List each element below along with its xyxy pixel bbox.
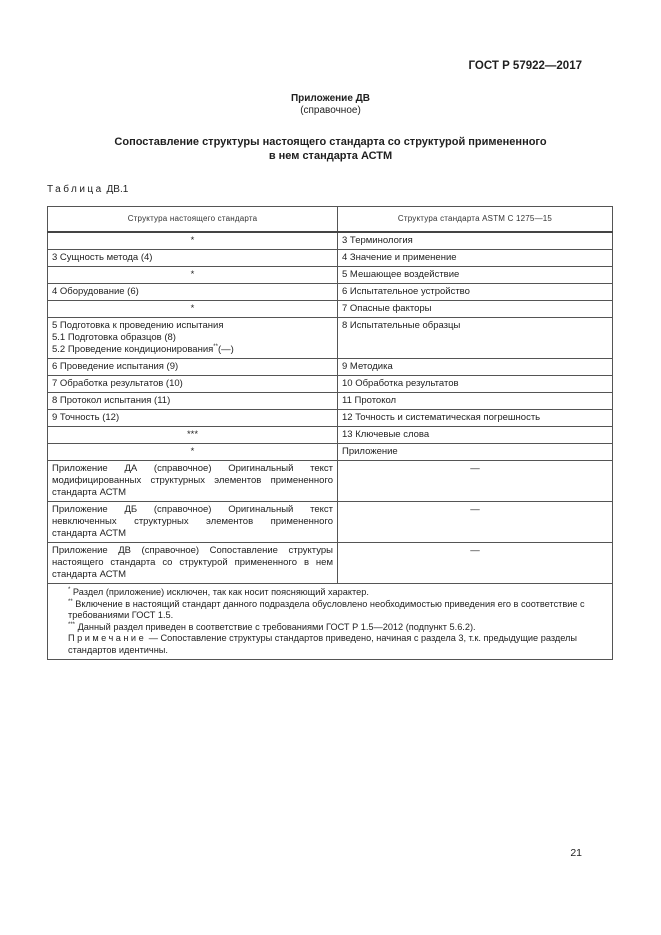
left-cell: * — [48, 267, 338, 284]
left-line-text: 5.2 Проведение кондиционирования — [52, 344, 214, 355]
col2-header: Структура стандарта ASTM C 1275—15 — [338, 207, 613, 233]
right-cell: — — [338, 543, 613, 584]
table-label — [47, 184, 128, 195]
right-cell: 12 Точность и систематическая погрешность — [338, 410, 613, 427]
left-cell: 4 Оборудование (6) — [48, 284, 338, 301]
table-row — [48, 461, 613, 502]
table-row — [48, 359, 613, 376]
right-cell: 4 Значение и применение — [338, 250, 613, 267]
footnote-text: Включение в настоящий стандарт данного подраздела обусловлено необходимостью приведения его в соответствие с требованиями ГОСТ 1.5. — [68, 598, 585, 620]
table-row — [48, 284, 613, 301]
annex-subtitle: (справочное) — [300, 105, 361, 116]
right-cell: 11 Протокол — [338, 393, 613, 410]
table-row — [48, 543, 613, 584]
left-cell: 3 Сущность метода (4) — [48, 250, 338, 267]
footnote-mark: *** — [68, 621, 76, 628]
footnote-1 — [52, 587, 608, 599]
left-line-tail: (—) — [217, 344, 234, 355]
table-label-word: Таблица — [47, 184, 104, 195]
right-cell: 10 Обработка результатов — [338, 376, 613, 393]
left-cell: 7 Обработка результатов (10) — [48, 376, 338, 393]
footnote-2 — [52, 599, 608, 622]
right-cell: Приложение — [338, 444, 613, 461]
table-note — [52, 633, 608, 656]
left-cell: Приложение ДВ (справочное) Сопоставление структуры настоящего стандарта со структурой примененного в нем стандарта АСТМ — [48, 543, 338, 584]
table-row — [48, 318, 613, 359]
note-text: — Сопоставление структуры стандартов приведено, начиная с раздела 3, т.к. предыдущие разделы стандартов идентичны. — [68, 633, 577, 655]
table-footnotes-row — [48, 584, 613, 660]
right-cell: 6 Испытательное устройство — [338, 284, 613, 301]
table-row — [48, 502, 613, 543]
annex-title: Приложение ДВ — [290, 93, 371, 104]
annex-heading — [0, 135, 661, 163]
footnote-text: Данный раздел приведен в соответствие с требованиями ГОСТ Р 1.5—2012 (подпункт 5.6.2). — [77, 621, 476, 632]
table-row — [48, 410, 613, 427]
table-row — [48, 232, 613, 250]
table-row — [48, 267, 613, 284]
left-line: 5.1 Подготовка образцов (8) — [52, 332, 176, 343]
left-cell: 9 Точность (12) — [48, 410, 338, 427]
left-line — [52, 344, 333, 356]
right-cell: 13 Ключевые слова — [338, 427, 613, 444]
left-cell: * — [48, 232, 338, 250]
left-cell: Приложение ДА (справочное) Оригинальный текст модифицированных структурных элементов примененного стандарта АСТМ — [48, 461, 338, 502]
table-row — [48, 301, 613, 318]
right-cell: — — [338, 502, 613, 543]
left-cell — [48, 318, 338, 359]
right-cell: 8 Испытательные образцы — [338, 318, 613, 359]
left-cell: *** — [48, 427, 338, 444]
right-cell: 3 Терминология — [338, 232, 613, 250]
table-row — [48, 427, 613, 444]
left-line: 5 Подготовка к проведению испытания — [52, 320, 224, 331]
footnotes-cell — [48, 584, 613, 660]
table-header-row — [48, 207, 613, 233]
footnote-mark: * — [68, 586, 71, 593]
page-number: 21 — [570, 847, 582, 859]
table-label-number: ДВ.1 — [106, 184, 129, 195]
table-row — [48, 376, 613, 393]
left-cell: Приложение ДБ (справочное) Оригинальный текст невключенных структурных элементов примененного стандарта АСТМ — [48, 502, 338, 543]
footnote-ref: ** — [213, 343, 218, 350]
table-row — [48, 393, 613, 410]
footnote-mark: ** — [68, 598, 73, 605]
col1-header: Структура настоящего стандарта — [48, 207, 338, 233]
right-cell: 7 Опасные факторы — [338, 301, 613, 318]
annex-heading-line1: Сопоставление структуры настоящего стандарта со структурой примененного — [114, 136, 547, 148]
comparison-table — [47, 206, 613, 660]
footnote-3 — [52, 622, 608, 634]
right-cell: — — [338, 461, 613, 502]
right-cell: 9 Методика — [338, 359, 613, 376]
document-id: ГОСТ Р 57922—2017 — [468, 60, 582, 72]
note-word: Примечание — [68, 633, 147, 643]
left-cell: 6 Проведение испытания (9) — [48, 359, 338, 376]
table-row — [48, 250, 613, 267]
right-cell: 5 Мешающее воздействие — [338, 267, 613, 284]
footnote-text: Раздел (приложение) исключен, так как носит поясняющий характер. — [72, 587, 369, 597]
table-row — [48, 444, 613, 461]
left-cell: * — [48, 444, 338, 461]
left-cell: 8 Протокол испытания (11) — [48, 393, 338, 410]
left-cell: * — [48, 301, 338, 318]
annex-heading-line2: в нем стандарта АСТМ — [268, 150, 393, 162]
